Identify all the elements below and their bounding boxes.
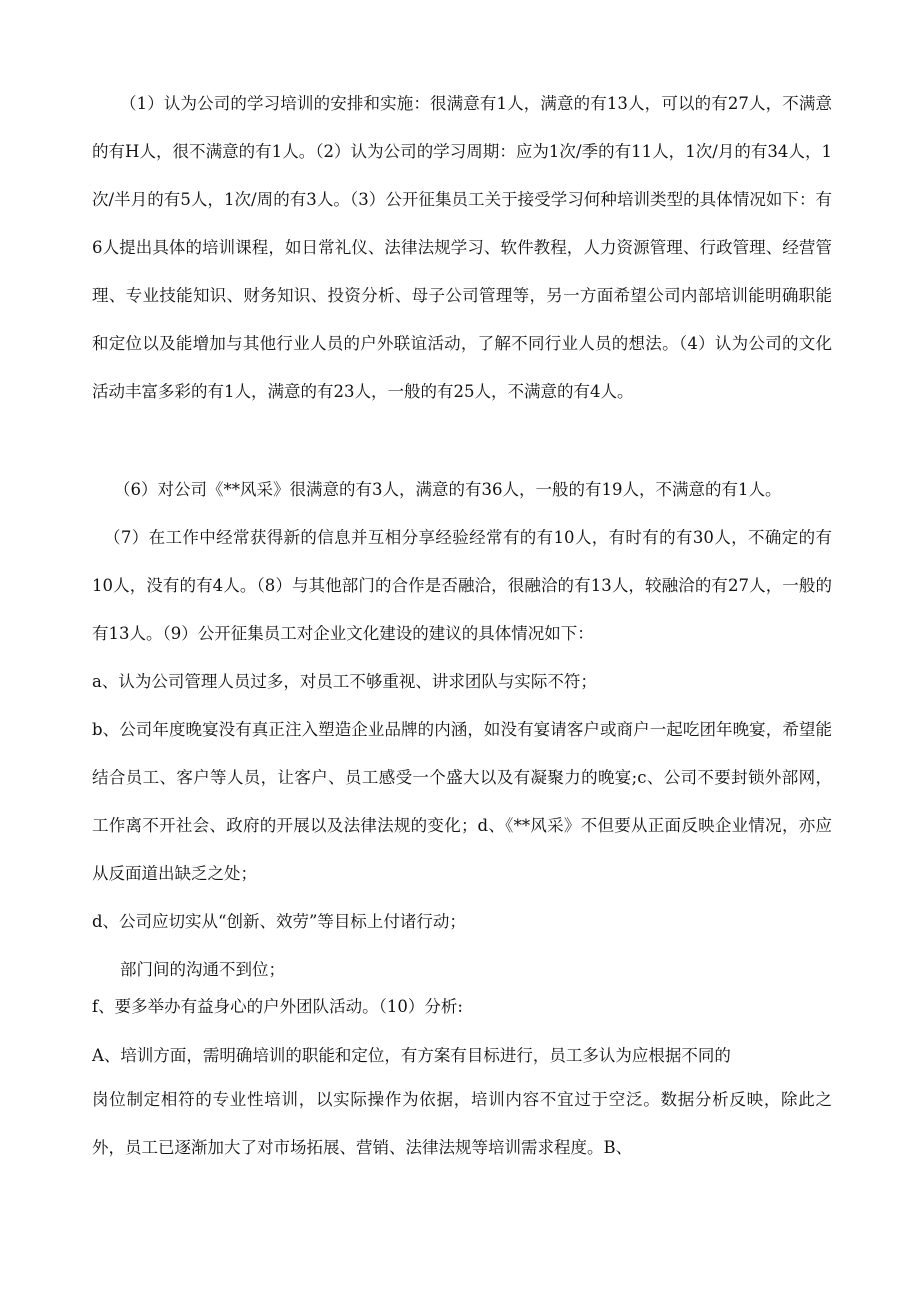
- paragraph-info-sharing: （7）在工作中经常获得新的信息并互相分享经验经常有的有10人，有时有的有30人，不确定的有10人，没有的有4人。（8）与其他部门的合作是否融洽，很融洽的有13人，较融洽的有27人，一般的有13人。（9）公开征集员工对企业文化建设的建议的具体情况如下：: [92, 528, 832, 643]
- paragraph-suggestion-d: d、公司应切实从“创新、效劳”等目标上付诸行动；: [92, 912, 466, 931]
- paragraph-suggestion-f: f、要多举办有益身心的户外团队活动。（10）分析:: [92, 997, 463, 1016]
- paragraph-analysis-continued: 岗位制定相符的专业性培训，以实际操作为依据，培训内容不宜过于空泛。数据分析反映，除此之外，员工已逐渐加大了对市场拓展、营销、法律法规等培训需求程度。B、: [92, 1090, 832, 1157]
- paragraph-communication: 部门间的沟通不到位；: [120, 960, 285, 979]
- paragraph-fengcai-rating: （6）对公司《**风采》很满意的有3人，满意的有36人，一般的有19人，不满意的有1人。: [114, 480, 782, 499]
- paragraph-suggestion-b: b、公司年度晚宴没有真正注入塑造企业品牌的内涵，如没有宴请客户或商户一起吃团年晚宴，希望能结合员工、客户等人员，让客户、员工感受一个盛大以及有凝聚力的晚宴;c、公司不要封锁外部网，工作离不开社会、政府的开展以及法律法规的变化；d、《**风采》不但要从正面反映企业情况，亦应从反面道出缺乏之处；: [92, 720, 832, 883]
- paragraph-survey-training: （1）认为公司的学习培训的安排和实施：很满意有1人，满意的有13人，可以的有27人，不满意的有H人，很不满意的有1人。（2）认为公司的学习周期：应为1次/季的有11人，1次/月的有34人，1次/半月的有5人，1次/周的有3人。（3）公开征集员工关于接受学习何种培训类型的具体情况如下：有6人提出具体的培训课程，如日常礼仪、法律法规学习、软件教程，人力资源管理、行政管理、经营管理、专业技能知识、财务知识、投资分析、母子公司管理等，另一方面希望公司内部培训能明确职能和定位以及能增加与其他行业人员的户外联谊活动，了解不同行业人员的想法。（4）认为公司的文化活动丰富多彩的有1人，满意的有23人，一般的有25人，不满意的有4人。: [92, 94, 832, 401]
- paragraph-suggestion-a: a、认为公司管理人员过多，对员工不够重视、讲求团队与实际不符；: [92, 672, 597, 691]
- paragraph-analysis-a: A、培训方面，需明确培训的职能和定位，有方案有目标进行，员工多认为应根据不同的: [92, 1046, 731, 1065]
